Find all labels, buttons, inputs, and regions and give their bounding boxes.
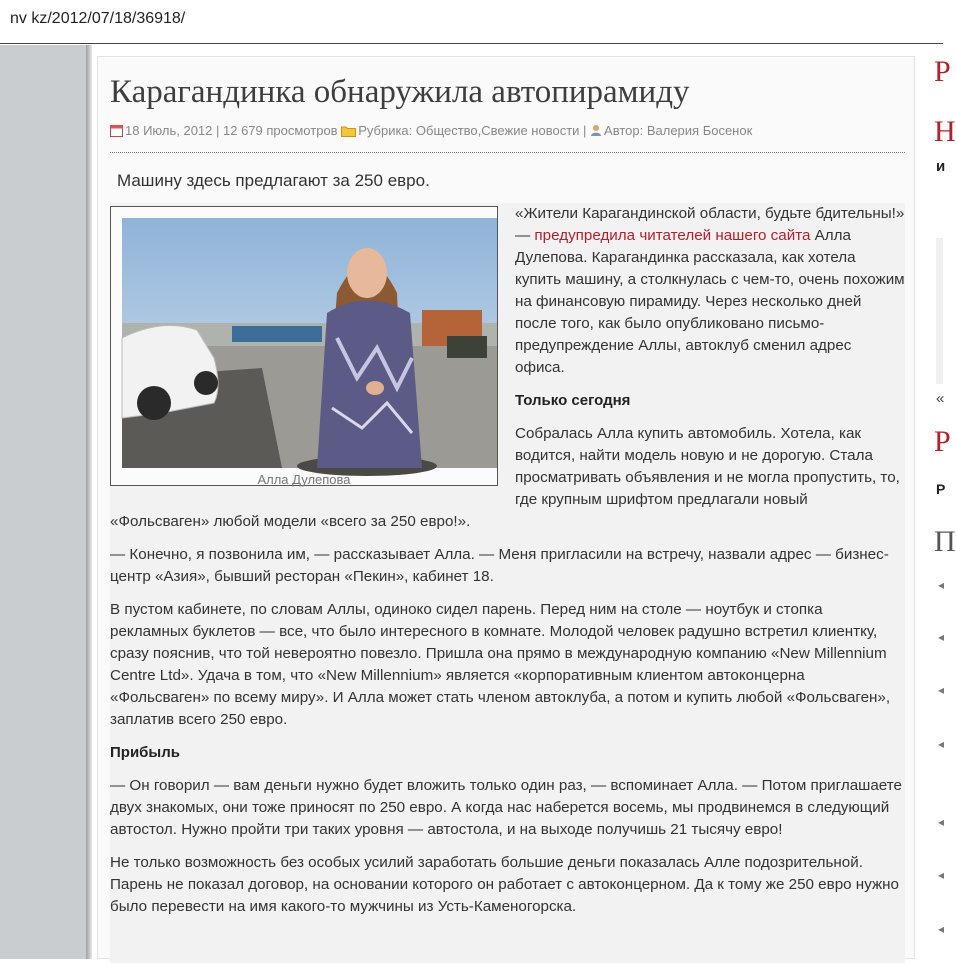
sidebar-heading: Р (934, 425, 951, 458)
article-views: 12 679 просмотров (223, 123, 338, 138)
calendar-icon (110, 124, 123, 140)
bullet-icon: ◂ (938, 922, 945, 936)
article-author[interactable]: Автор: Валерия Босенок (604, 123, 753, 138)
article-paragraph: «Жители Карагандинской области, будьте бдительны!» — предупредила читателей нашего сайта Алла Дулепова. Карагандинка рассказала, как хотела купить машину, а столкнулась с чем-то, очень похожим на финансовую пирамиду. Через несколько дней после того, как было опубликовано письмо-предупреждение Аллы, автоклуб сменил адрес офиса. (515, 205, 905, 376)
article-paragraph: Собралась Алла купить автомобиль. Хотела, как водится, найти модель новую и не дорогую. Стала просматривать объявления и не могла пропустить, то, где крупным шрифтом предлагали новый «Фольсваген» любой модели «всего за 250 евро!». (110, 425, 900, 530)
bullet-icon: ◂ (938, 815, 945, 829)
bullet-icon: ◂ (938, 578, 945, 592)
article-paragraph: — Он говорил — вам деньги нужно будет вложить только один раз, — вспоминает Алла. — Потом приглашаете двух знакомых, они тоже приносят по 250 евро. А когда нас наберется восемь, мы продвинемся в следующий автостол. Нужно пройти три таких уровня — автостола, и на выходе получишь 21 тысячу евро! (110, 777, 902, 838)
bullet-icon: ◂ (938, 737, 945, 751)
bullet-icon: ◂ (938, 683, 945, 697)
article-title: Карагандинка обнаружила автопирамиду (110, 74, 690, 110)
sidebar-text: Р (936, 481, 946, 497)
article-paragraph: Не только возможность без особых усилий заработать большие деньги показалась Алле подозрительной. Парень не показал договор, на основании которого он работает с автоконцерном. Да к тому же 250 евро нужно было перевести на имя какого-то мужчины из Усть-Каменогорска. (110, 854, 899, 915)
sidebar-heading: П (934, 525, 956, 558)
article-rubric[interactable]: Рубрика: Общество,Свежие новости (358, 123, 580, 138)
article-paragraph: В пустом кабинете, по словам Аллы, одиноко сидел парень. Перед ним на столе — ноутбук и стопка рекламных буклетов — все, что было интересного в комнате. Молодой человек радушно встретил клиентку, сразу пояснив, что той невероятно повезло. Пришла она прямо в международную компанию «New Millennium Centre Ltd». Удача в том, что «New Millennium» является «корпоративным клиентом автоконцерна «Фольсваген» по всему миру». И Алла может стать членом автоклуба, а потом и купить любой «Фольсваген», заплатив всего 250 евро. (110, 601, 891, 728)
page-left-background (0, 45, 86, 959)
article-inline-link[interactable]: предупредила читателей нашего сайта (534, 227, 811, 244)
article-meta: 18 Июль, 2012 | 12 679 просмотров Рубрика: Общество,Свежие новости | Автор: Валерия Босенок (110, 123, 752, 140)
meta-divider (110, 152, 905, 153)
section-heading: Только сегодня (515, 392, 631, 409)
url-text[interactable]: nv kz/2012/07/18/36918/ (10, 10, 186, 27)
sidebar-text: « (936, 390, 945, 407)
photo-caption: Алла Дулепова (257, 472, 351, 487)
user-icon (590, 124, 602, 140)
sidebar-box (936, 238, 943, 384)
article-date: 18 Июль, 2012 (125, 123, 213, 138)
page-shadow (86, 45, 92, 959)
folder-icon (341, 125, 356, 140)
bullet-icon: ◂ (938, 630, 945, 644)
bullet-icon: ◂ (938, 868, 945, 882)
sidebar-text: и (936, 158, 946, 175)
article-body (110, 203, 905, 963)
section-heading: Прибыль (110, 744, 180, 761)
sidebar-heading: Н (934, 115, 956, 148)
article-paragraph: — Конечно, я позвонила им, — рассказывает Алла. — Меня пригласили на встречу, назвали адрес — бизнес-центр «Азия», бывший ресторан «Пекин», кабинет 18. (110, 546, 889, 585)
article-lead: Машину здесь предлагают за 250 евро. (117, 171, 430, 190)
article-photo-frame (110, 206, 498, 486)
article-photo[interactable] (122, 218, 497, 468)
address-bar[interactable] (0, 0, 943, 44)
sidebar-heading: Р (934, 55, 951, 88)
